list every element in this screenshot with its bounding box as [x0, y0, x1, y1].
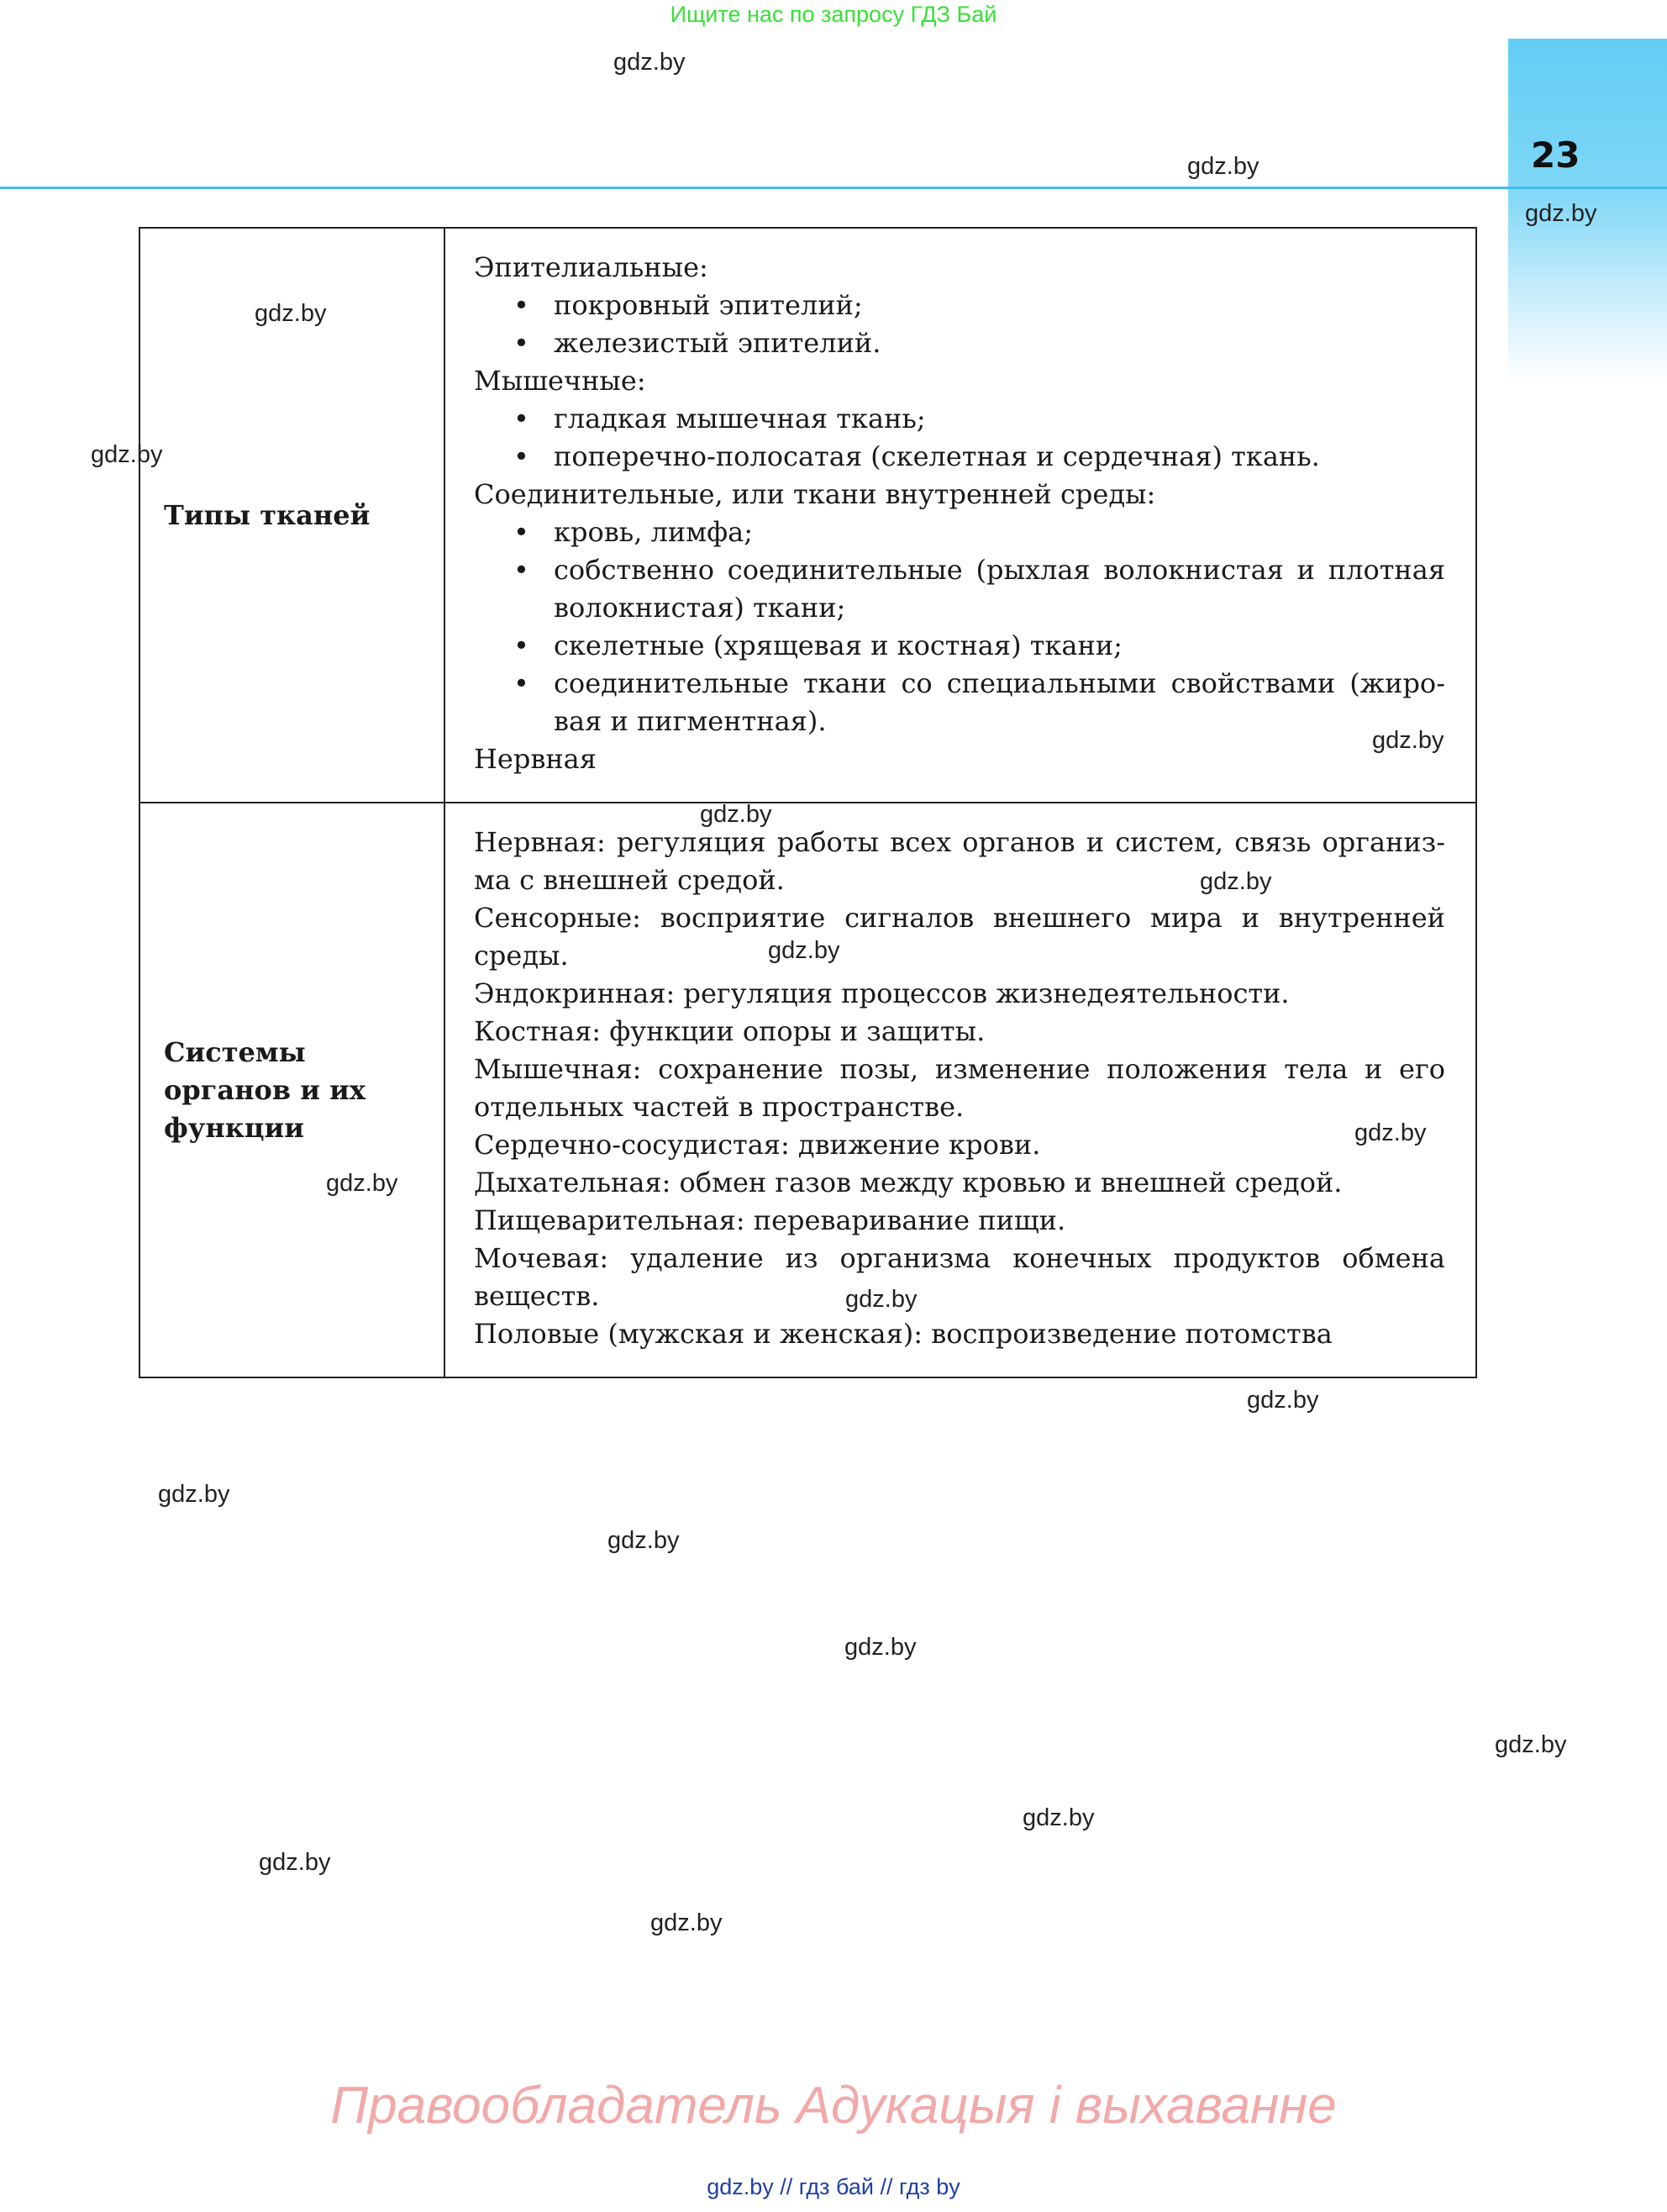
group-title: Мышечные: — [474, 365, 646, 397]
watermark: gdz.by — [1247, 1387, 1319, 1414]
list-item: • поперечно-полосатая (скелетная и сердечная) ткань. — [474, 438, 1445, 476]
list-item: • железистый эпителий. — [474, 324, 1445, 362]
list-item: • соединительные ткани со специальными свойствами (жиро-вая и пигментная). — [474, 665, 1445, 740]
group-title: Соединительные, или ткани внутренней среды: — [474, 478, 1156, 510]
watermark: gdz.by — [255, 300, 327, 327]
bullet-list — [474, 400, 1445, 476]
system-paragraph: Сенсорные: восприятие сигналов внешнего мира и внутренней среды. — [474, 902, 1445, 972]
watermark: gdz.by — [1354, 1119, 1427, 1146]
summary-table — [139, 227, 1477, 1378]
table-row — [139, 803, 1476, 1377]
watermark: gdz.by — [1200, 868, 1272, 895]
watermark: gdz.by — [768, 937, 840, 964]
footer-links[interactable]: gdz.by // гдз бай // гдз by — [707, 2174, 960, 2199]
bullet-list — [474, 514, 1445, 740]
system-paragraph: Половые (мужская и женская): воспроизведение потомства — [474, 1318, 1333, 1350]
system-paragraph: Костная: функции опоры и защиты. — [474, 1015, 986, 1047]
row-label: Типы тканей — [139, 228, 444, 803]
watermark: gdz.by — [607, 1527, 680, 1554]
list-item: • собственно соединительные (рыхлая волокнистая и плотная волокнистая) ткани; — [474, 551, 1445, 627]
top-search-note: Ищите нас по запросу ГДЗ Бай — [670, 2, 997, 27]
tissue-types-cell — [444, 228, 1476, 803]
organ-systems-cell — [444, 803, 1476, 1377]
system-paragraph: Дыхательная: обмен газов между кровью и внешней средой. — [474, 1167, 1343, 1198]
group-title: Нервная — [474, 743, 597, 775]
header-rule — [0, 187, 1667, 189]
system-paragraph: Мочевая: удаление из организма конечных продуктов обмена веществ. — [474, 1242, 1445, 1312]
system-paragraph: Эндокринная: регуляция процессов жизнедеятельности. — [474, 977, 1290, 1009]
watermark: gdz.by — [259, 1849, 331, 1876]
bullet-list — [474, 287, 1445, 362]
watermark: gdz.by — [845, 1286, 918, 1313]
system-paragraph: Сердечно-сосудистая: движение крови. — [474, 1129, 1041, 1161]
watermark: gdz.by — [158, 1481, 230, 1508]
watermark: gdz.by — [1495, 1731, 1567, 1758]
watermark: gdz.by — [613, 49, 686, 76]
watermark: gdz.by — [1187, 153, 1259, 180]
system-paragraph: Пищеварительная: переваривание пищи. — [474, 1204, 1066, 1236]
watermark: gdz.by — [844, 1634, 917, 1661]
list-item: • кровь, лимфа; — [474, 514, 1445, 551]
watermark: gdz.by — [91, 441, 163, 468]
watermark: gdz.by — [1525, 200, 1597, 227]
copyright-notice: Правообладатель Адукацыя і выхаванне — [330, 2077, 1337, 2135]
page-number: 23 — [1531, 134, 1580, 176]
row-label: Системы органов и их функции — [139, 803, 444, 1377]
watermark: gdz.by — [326, 1170, 398, 1197]
watermark: gdz.by — [700, 801, 772, 828]
watermark: gdz.by — [1372, 727, 1444, 754]
list-item: • покровный эпителий; — [474, 287, 1445, 324]
system-paragraph: Мышечная: сохранение позы, изменение положения тела и его отдельных частей в пространстве. — [474, 1053, 1445, 1123]
watermark: gdz.by — [650, 1909, 723, 1936]
list-item: • гладкая мышечная ткань; — [474, 400, 1445, 438]
list-item: • скелетные (хрящевая и костная) ткани; — [474, 627, 1445, 665]
table-row — [139, 228, 1476, 803]
system-paragraph: Нервная: регуляция работы всех органов и систем, связь организ-ма с внешней средой. — [474, 826, 1445, 896]
watermark: gdz.by — [1023, 1804, 1095, 1831]
group-title: Эпителиальные: — [474, 251, 708, 283]
